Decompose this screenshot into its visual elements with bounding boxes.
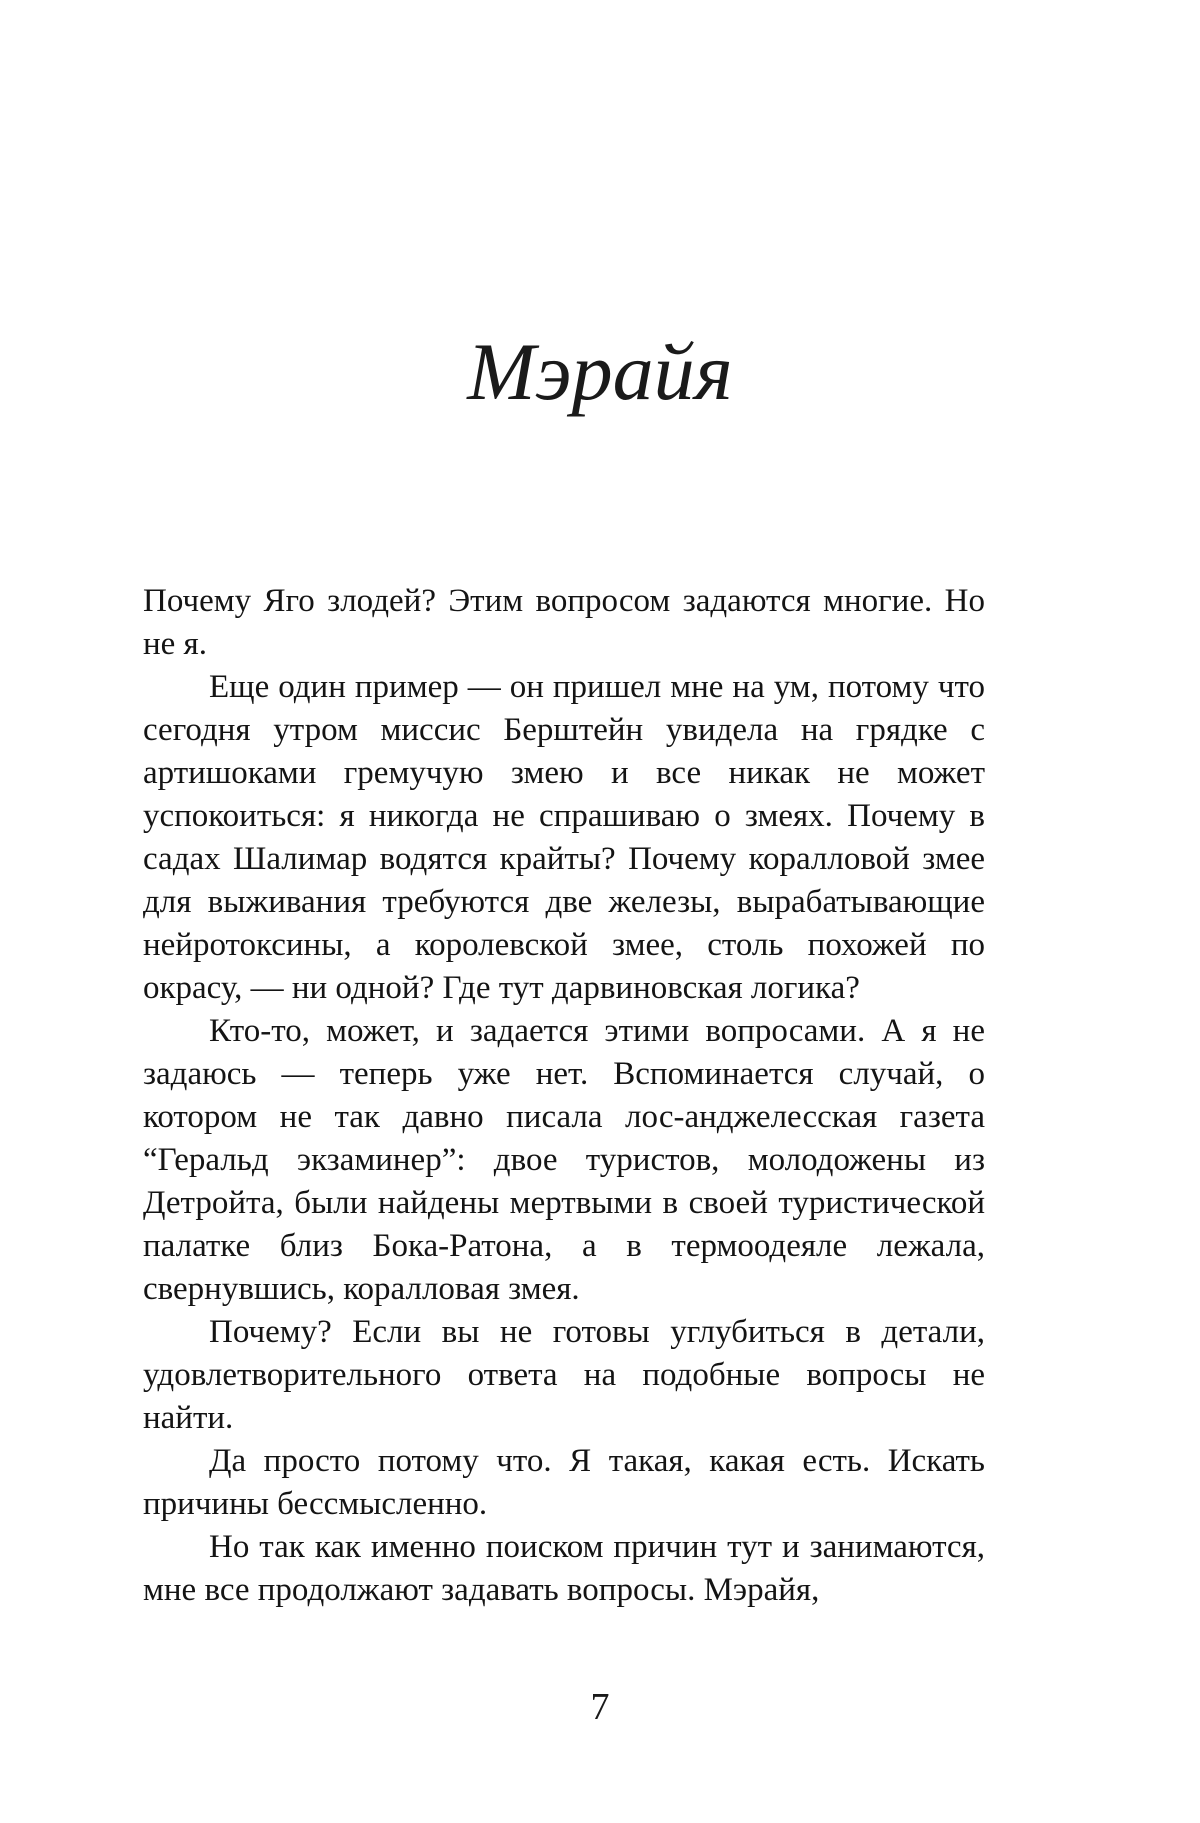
- paragraph-3: Кто-то, может, и задается этими вопросами. А я не задаюсь — теперь уже нет. Вспоминается случай, о котором не так давно писала лос-анджелесская газета “Геральд экзаминер”: двое туристов, молодожены из Детройта, были найдены мертвыми в своей туристической палатке близ Бока-Ратона, а в термоодеяле лежала, свернувшись, коралловая змея.: [143, 1013, 985, 1307]
- paragraph-1: Почему Яго злодей? Этим вопросом задаются многие. Но не я.: [143, 583, 985, 662]
- paragraph-2: Еще один пример — он пришел мне на ум, потому что сегодня утром миссис Берштейн увидела на грядке с артишоками гремучую змею и все никак не может успокоиться: я никогда не спрашиваю о змеях. Почему в садах Шалимар водятся крайты? Почему коралловой змее для выживания требуются две железы, вырабатывающие нейротоксины, а королевской змее, столь похожей по окрасу, — ни одной? Где тут дарвиновская логика?: [143, 669, 985, 1006]
- page-number: 7: [590, 1686, 610, 1728]
- paragraph-4: Почему? Если вы не готовы углубиться в детали, удовлетворительного ответа на подобные вопросы не найти.: [143, 1314, 985, 1436]
- chapter-title: Мэрайя: [467, 326, 733, 417]
- paragraph-6: Но так как именно поиском причин тут и занимаются, мне все продолжают задавать вопросы. Мэрайя,: [143, 1529, 985, 1608]
- body-text: [143, 580, 985, 1612]
- paragraph-5: Да просто потому что. Я такая, какая есть. Искать причины бессмысленно.: [143, 1443, 985, 1522]
